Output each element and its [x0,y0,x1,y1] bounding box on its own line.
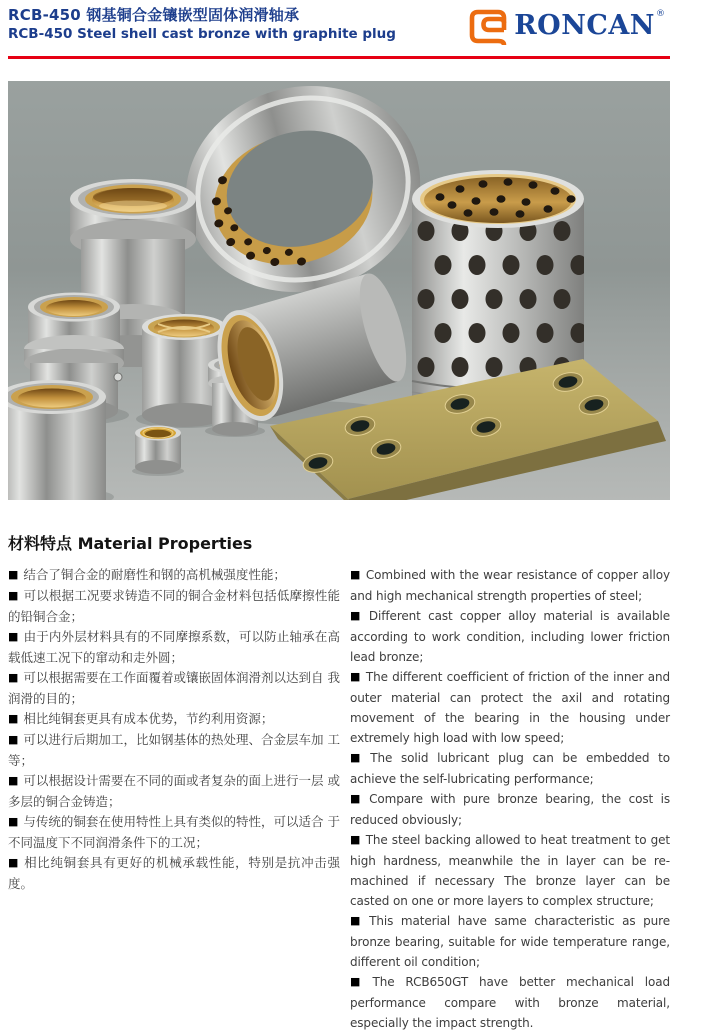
bullet-item [8,812,340,853]
bullet-square-icon: ■ [8,568,19,581]
product-photo [8,81,670,500]
bullet-item [8,771,340,812]
bullet-text: 可以根据工况要求铸造不同的铜合金材料包括低摩擦性能的铅铜合金； [8,588,340,624]
bullet-square-icon: ■ [8,630,19,643]
bullet-square-icon: ■ [8,712,19,725]
bullet-item [350,748,670,789]
bullet-text: The RCB650GT have better mechanical load performance compare with bronze material, especially the impact strength. [350,975,670,1030]
bullet-item [8,853,340,894]
bullet-square-icon: ■ [8,671,19,684]
bullet-square-icon: ■ [8,589,19,602]
grease-screw [114,373,122,381]
bullet-square-icon: ■ [8,815,19,828]
bullet-square-icon: ■ [350,975,368,988]
bullet-text: Compare with pure bronze bearing, the cost is reduced obviously; [350,792,671,827]
bullet-text: This material have same characteristic as pure bronze bearing, suitable for wide temperature range, different oil condition; [350,914,670,969]
bullet-text: The different coefficient of friction of the inner and outer material can protect the axil and rotating movement of the bearing in the housing under extremely high load with low speed; [350,670,670,745]
bullet-item [8,730,340,771]
page-header [8,6,670,54]
bullet-item [350,606,670,667]
brand-logo [468,7,664,45]
bullet-list-en [350,565,670,1033]
bullet-square-icon: ■ [350,792,365,805]
bullet-text: The steel backing allowed to heat treatment to get high hardness, meanwhile the in layer can be re-machined if necessary The bronze layer can be casted on one or more layers to complex structure; [350,833,670,908]
bullet-square-icon: ■ [8,856,20,869]
registered-trademark-icon: ® [656,9,665,19]
bullet-item [350,911,670,972]
bullet-square-icon: ■ [350,568,361,581]
bullet-text: The solid lubricant plug can be embedded to achieve the self-lubricating performance; [350,751,670,786]
bearings-photo-illustration [8,81,670,500]
corner-bushing [8,380,106,500]
bullet-text: Combined with the wear resistance of copper alloy and high mechanical strength properties of steel; [350,568,670,603]
page-title-en: RCB-450 Steel shell cast bronze with graphite plug [8,26,396,42]
threaded-bushing [135,426,181,475]
bullet-item [350,830,670,911]
bullet-text: 可以进行后期加工，比如钢基体的热处理、合金层车加 工等； [8,732,340,768]
bullet-text: 由于内外层材料具有的不同摩擦系数，可以防止轴承在高载低速工况下的窜动和走外圆； [8,629,340,665]
bullet-text: 与传统的铜套在使用特性上具有类似的特性，可以适合 于不同温度下不同润滑条件下的工况； [8,814,340,850]
bullet-square-icon: ■ [350,914,365,927]
bullet-item [350,565,670,606]
bullet-text: 可以根据设计需要在不同的面或者复杂的面上进行一层 或多层的铜合金铸造； [8,773,340,809]
bullet-item [8,586,340,627]
bullet-square-icon: ■ [350,833,361,846]
properties-columns [8,565,670,1033]
bullet-item [350,789,670,830]
bullet-item [8,709,340,730]
bullet-item [350,972,670,1033]
brand-logo-text: RONCAN [514,10,655,41]
bullet-square-icon: ■ [350,751,366,764]
bullet-text: 结合了铜合金的耐磨性和钢的高机械强度性能； [23,567,286,582]
bullet-list-zh [8,565,340,1033]
bullet-text: 相比纯铜套具有更好的机械承载性能，特别是抗冲击强度。 [8,855,340,891]
roncan-logo-icon [468,8,508,45]
bullet-square-icon: ■ [350,609,364,622]
bullet-square-icon: ■ [350,670,361,683]
page-title-zh: RCB-450 钢基铜合金镶嵌型固体润滑轴承 [8,6,300,24]
bullet-item [8,668,340,709]
bullet-item [8,565,340,586]
bullet-square-icon: ■ [8,733,19,746]
bullet-text: 可以根据需要在工作面覆着或镶嵌固体润滑剂以达到自 我润滑的目的； [8,670,340,706]
bullet-item [8,627,340,668]
bullet-square-icon: ■ [8,774,19,787]
header-rule [8,56,670,59]
section-heading: 材料特点 Material Properties [8,534,253,553]
bullet-text: 相比纯铜套更具有成本优势，节约利用资源； [23,711,274,726]
bullet-text: Different cast copper alloy material is available according to work condition, including lower friction lead bronze; [350,609,670,664]
bullet-item [350,667,670,748]
